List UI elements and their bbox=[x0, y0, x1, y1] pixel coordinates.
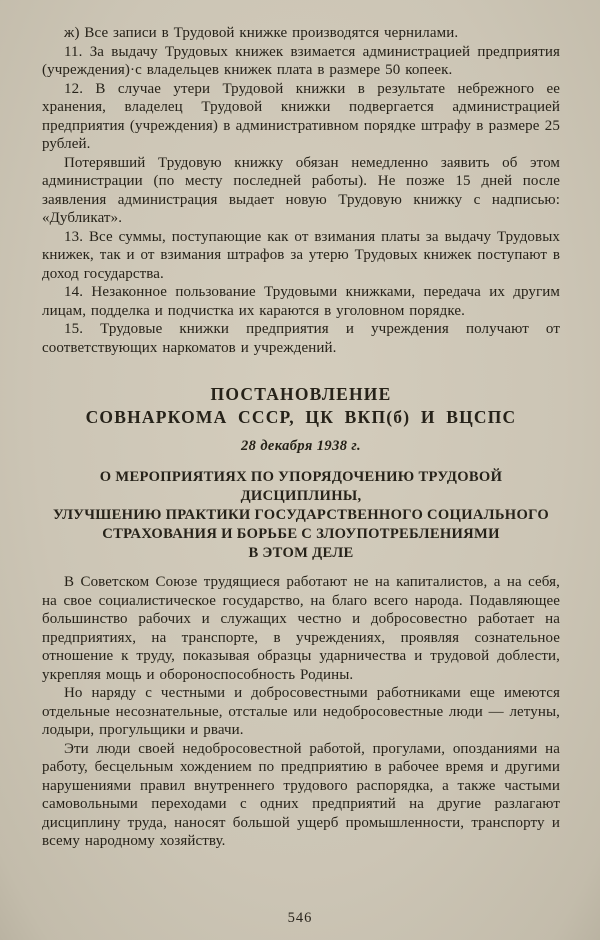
decree-subject-line: В ЭТОМ ДЕЛЕ bbox=[248, 545, 354, 561]
paragraph: Эти люди своей недобросовестной работой, прогулами, опозданиями на работу, бесцельным хождением по предприятию в рабочее время и другими нарушениями правил внутреннего трудового распорядка, а также частыми самовольными переходами с одних предприятий на другие разлагают дисциплину труда, наносят большой ущерб промышленности, транспорту и всему народному хозяйству. bbox=[42, 740, 560, 849]
decree-title-line2: СОВНАРКОМА СССР, ЦК ВКП(б) И ВЦСПС bbox=[85, 407, 517, 427]
paragraph: ж) Все записи в Трудовой книжке производятся чернилами. bbox=[64, 25, 459, 41]
decree-subject bbox=[42, 468, 560, 563]
decree-subject-line: СТРАХОВАНИЯ И БОРЬБЕ С ЗЛОУПОТРЕБЛЕНИЯМИ bbox=[102, 526, 500, 542]
paragraph: Но наряду с честными и добросовестными работниками еще имеются отдельные несознательные, отсталые или недобросовестные люди — летуны, лодыри, прогульщики и рвачи. bbox=[42, 685, 560, 738]
decree-section bbox=[42, 383, 560, 851]
paragraph: Потерявший Трудовую книжку обязан немедленно заявить об этом администрации (по месту последней работы). Не позже 15 дней после заявления администрация выдает новую Трудовую книжку с надписью: «Дубликат». bbox=[42, 154, 560, 226]
paragraph: 12. В случае утери Трудовой книжки в результате небрежного ее хранения, владелец Трудовой книжки подвергается администрацией предприятия (учреждения) в административном порядке штрафу в размере 25 рублей. bbox=[42, 80, 560, 152]
paragraph: 11. За выдачу Трудовых книжек взимается администрацией предприятия (учреждения)·с владельцев книжек плата в размере 50 копеек. bbox=[42, 43, 560, 78]
paragraph: 15. Трудовые книжки предприятия и учреждения получают от соответствующих наркоматов и учреждений. bbox=[42, 321, 560, 356]
paragraph: 13. Все суммы, поступающие как от взимания платы за выдачу Трудовых книжек, так и от взимания штрафов за утерю Трудовых книжек поступают в доход государства. bbox=[42, 228, 560, 282]
page-number: 546 bbox=[287, 910, 313, 926]
decree-title-line1: ПОСТАНОВЛЕНИЕ bbox=[210, 384, 392, 404]
paragraph: В Советском Союзе трудящиеся работают не на капиталистов, а на себя, на свое социалистическое государство, на благо всего народа. Подавляющее большинство рабочих и служащих честно и добросовестно работает на предприятиях, на транспорте, в учреждениях, проявляя сознательное отношение к труду, показывая образцы ударничества и трудовой доблести, укрепляя мощь и обороноспособность Родины. bbox=[42, 574, 560, 683]
decree-subject-line: УЛУЧШЕНИЮ ПРАКТИКИ ГОСУДАРСТВЕННОГО СОЦИАЛЬНОГО bbox=[53, 507, 549, 523]
decree-date: 28 декабря 1938 г. bbox=[241, 438, 361, 454]
decree-body bbox=[42, 573, 560, 851]
decree-subject-line: О МЕРОПРИЯТИЯХ ПО УПОРЯДОЧЕНИЮ ТРУДОВОЙ ДИСЦИПЛИНЫ, bbox=[99, 469, 503, 504]
paragraph: 14. Незаконное пользование Трудовыми книжками, передача их другим лицам, подделка и подчистка их караются в уголовном порядке. bbox=[42, 284, 560, 319]
labor-book-rules-section bbox=[42, 24, 560, 357]
